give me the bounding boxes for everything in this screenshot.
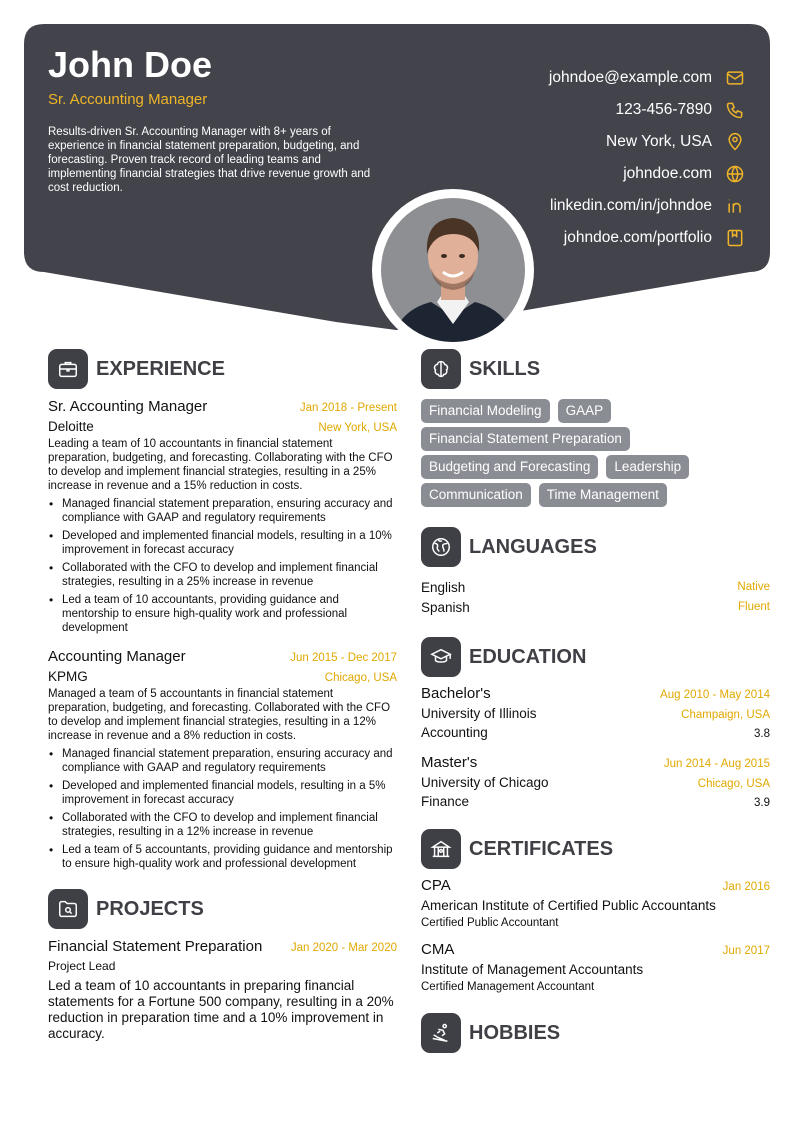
field-of-study: Accounting — [421, 725, 488, 740]
skill-tag: Communication — [421, 483, 531, 507]
skill-tag: GAAP — [558, 399, 612, 423]
job-bullet: • Managed financial statement preparation, ensuring accuracy and compliance with GAAP and regulatory requirements — [48, 497, 397, 525]
languages-header — [421, 527, 770, 567]
contact-phone[interactable] — [416, 94, 746, 126]
brain-icon — [421, 349, 461, 389]
education-section — [421, 637, 770, 809]
job-entry — [48, 398, 397, 635]
job-dates: Jan 2018 - Present — [299, 402, 397, 414]
job-dates: Jun 2015 - Dec 2017 — [290, 652, 397, 664]
experience-section — [48, 349, 397, 871]
certificate-issuer: American Institute of Certified Public Accountants — [421, 898, 716, 913]
experience-title: EXPERIENCE — [96, 357, 225, 380]
job-bullets — [48, 747, 397, 871]
skill-tag: Time Management — [539, 483, 667, 507]
contact-location — [416, 126, 746, 158]
briefcase-icon — [48, 349, 88, 389]
institution-icon — [421, 829, 461, 869]
skill-tag: Financial Statement Preparation — [421, 427, 630, 451]
folder-icon — [48, 889, 88, 929]
skill-tag: Financial Modeling — [421, 399, 550, 423]
project-dates: Jan 2020 - Mar 2020 — [290, 942, 397, 954]
contact-email[interactable] — [416, 62, 746, 94]
language-level: Fluent — [738, 601, 770, 613]
certificate-full-name: Certified Management Accountant — [421, 981, 595, 993]
education-entry — [421, 685, 770, 740]
job-description: Managed a team of 5 accountants in financial statement preparation, budgeting, and forecasting. Collaborated with the CFO to develop and implement financial strategies, resulting in a 12% increase in revenue and a 8% reduction in costs. — [48, 688, 391, 742]
portfolio-link[interactable]: johndoe.com/portfolio — [563, 229, 712, 246]
job-bullet: • Collaborated with the CFO to develop and implement financial strategies, resulting in a 25% increase in revenue — [48, 561, 397, 589]
certificate-entry — [421, 877, 770, 929]
degree: Master's — [421, 754, 478, 771]
language-name: Spanish — [421, 599, 470, 615]
location-pin-icon — [724, 131, 746, 153]
project-role: Project Lead — [48, 959, 116, 973]
bookmark-icon — [724, 227, 746, 249]
website-link[interactable]: johndoe.com — [623, 165, 712, 182]
experience-header — [48, 349, 397, 389]
job-bullet: • Collaborated with the CFO to develop and implement financial strategies, resulting in a 12% increase in revenue — [48, 811, 397, 839]
job-bullet: • Led a team of 10 accountants, providing guidance and mentorship to ensure high-quality work and professional development — [48, 593, 397, 635]
job-bullets — [48, 497, 397, 635]
job-title: Accounting Manager — [48, 648, 186, 665]
skills-title: SKILLS — [469, 357, 541, 380]
certificate-date: Jun 2017 — [722, 945, 770, 957]
candidate-name: John Doe — [48, 44, 213, 85]
project-entry — [48, 938, 397, 1042]
language-name: English — [421, 579, 466, 595]
certificate-entry — [421, 941, 770, 993]
language-row — [421, 577, 770, 597]
job-title: Sr. Accounting Manager — [48, 398, 208, 415]
left-column — [48, 349, 397, 1042]
project-description: Led a team of 10 accountants in preparing financial statements for a Fortune 500 company, resulting in a 20% reduction in preparation time and a 10% improvement in accuracy. — [48, 978, 394, 1041]
profile-summary: Results-driven Sr. Accounting Manager with 8+ years of experience in financial statement preparation, budgeting, and forecasting. Proven track record of leading teams and implementing financial strategies that drive revenue growth and cost reduction. — [48, 126, 371, 194]
job-bullet: • Developed and implemented financial models, resulting in a 10% improvement in forecast accuracy — [48, 529, 397, 557]
language-globe-icon — [421, 527, 461, 567]
skills-section — [421, 349, 770, 511]
candidate-title: Sr. Accounting Manager — [48, 91, 208, 108]
language-level: Native — [737, 581, 770, 593]
job-bullet: • Led a team of 5 accountants, providing guidance and mentorship to ensure high-quality work and professional development — [48, 843, 397, 871]
job-bullet: • Managed financial statement preparation, ensuring accuracy and compliance with GAAP and regulatory requirements — [48, 747, 397, 775]
hobbies-section — [421, 1013, 770, 1053]
location-text: New York, USA — [606, 133, 712, 150]
projects-section — [48, 889, 397, 1042]
projects-header — [48, 889, 397, 929]
graduation-cap-icon — [421, 637, 461, 677]
job-description: Leading a team of 10 accountants in financial statement preparation, budgeting, and forecasting. Collaborating with the CFO to develop and implement financial strategies, resulting in a 25% increase in revenue and a 15% reduction in costs. — [48, 438, 393, 492]
languages-title: LANGUAGES — [469, 535, 597, 558]
hobbies-header — [421, 1013, 770, 1053]
certificate-name: CMA — [421, 941, 455, 958]
skills-list — [421, 399, 770, 511]
job-bullet: • Developed and implemented financial models, resulting in a 5% improvement in forecast accuracy — [48, 779, 397, 807]
education-dates: Jun 2014 - Aug 2015 — [663, 758, 770, 770]
right-column — [421, 349, 770, 1053]
languages-section — [421, 527, 770, 617]
education-dates: Aug 2010 - May 2014 — [660, 689, 770, 701]
language-row — [421, 597, 770, 617]
job-location: Chicago, USA — [324, 672, 397, 684]
email-link[interactable]: johndoe@example.com — [548, 69, 712, 86]
skier-icon — [421, 1013, 461, 1053]
education-header — [421, 637, 770, 677]
project-name: Financial Statement Preparation — [48, 938, 263, 955]
certificates-section — [421, 829, 770, 993]
certificate-date: Jan 2016 — [722, 881, 770, 893]
certificate-full-name: Certified Public Accountant — [421, 917, 559, 929]
gpa: 3.9 — [754, 797, 770, 809]
skills-header — [421, 349, 770, 389]
certificates-title: CERTIFICATES — [469, 837, 614, 860]
mail-icon — [724, 67, 746, 89]
job-company: Deloitte — [48, 419, 94, 434]
phone-icon — [724, 99, 746, 121]
certificate-issuer: Institute of Management Accountants — [421, 962, 644, 977]
school-name: University of Illinois — [421, 706, 537, 721]
hobbies-title: HOBBIES — [469, 1021, 561, 1044]
school-name: University of Chicago — [421, 775, 549, 790]
linkedin-link[interactable]: linkedin.com/in/johndoe — [550, 197, 712, 214]
linkedin-icon — [724, 195, 746, 217]
job-company: KPMG — [48, 669, 88, 684]
field-of-study: Finance — [421, 794, 470, 809]
certificate-name: CPA — [421, 877, 451, 894]
school-location: Chicago, USA — [697, 778, 770, 790]
job-entry — [48, 648, 397, 871]
profile-photo — [381, 198, 525, 342]
gpa: 3.8 — [754, 728, 770, 740]
skill-tag: Budgeting and Forecasting — [421, 455, 598, 479]
certificates-header — [421, 829, 770, 869]
globe-icon — [724, 163, 746, 185]
contact-website[interactable] — [416, 158, 746, 190]
education-title: EDUCATION — [469, 645, 587, 668]
education-entry — [421, 754, 770, 809]
school-location: Champaign, USA — [681, 709, 770, 721]
skill-tag: Leadership — [606, 455, 689, 479]
degree: Bachelor's — [421, 685, 491, 702]
projects-title: PROJECTS — [96, 897, 204, 920]
job-location: New York, USA — [318, 422, 397, 434]
phone-link[interactable]: 123-456-7890 — [615, 101, 712, 118]
